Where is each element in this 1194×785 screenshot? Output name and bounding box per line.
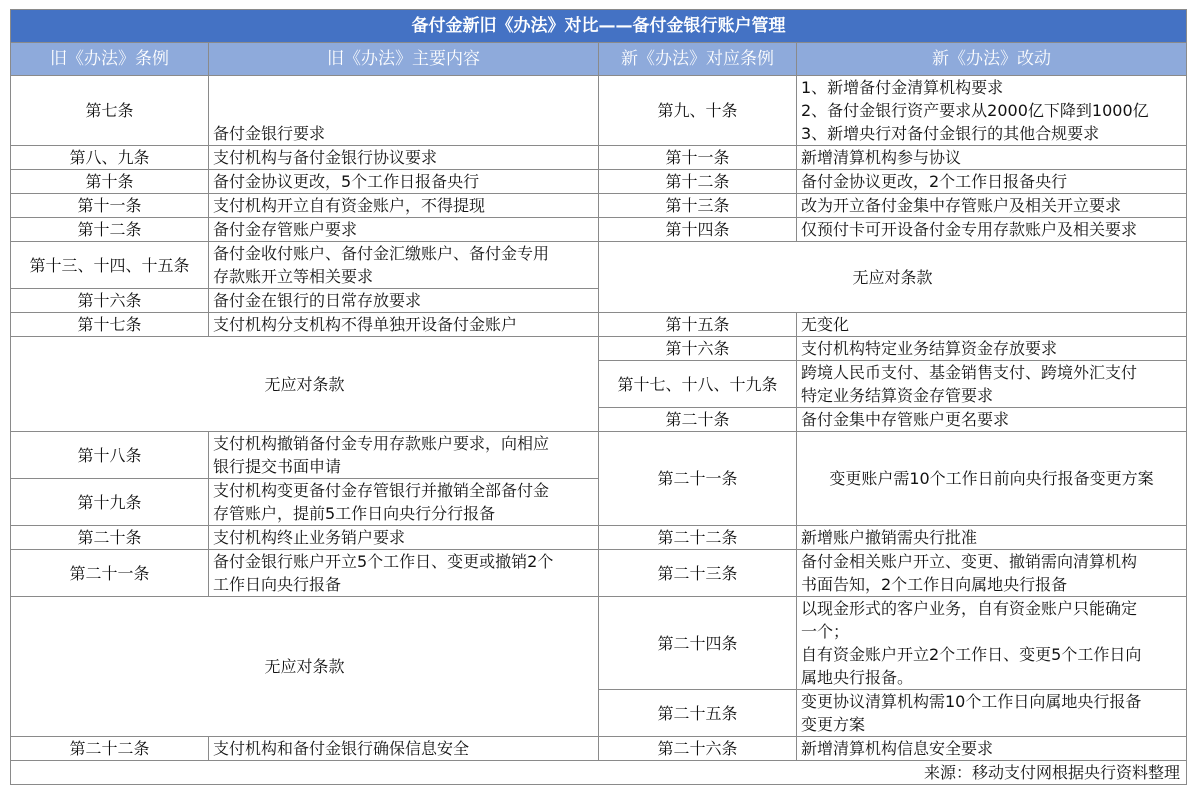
new-article: 第二十三条 xyxy=(599,550,797,597)
header-old-article: 旧《办法》条例 xyxy=(11,43,209,76)
new-article: 第十二条 xyxy=(599,170,797,194)
old-content xyxy=(209,242,599,289)
old-content: 备付金存管账户要求 xyxy=(209,218,599,242)
new-change: 备付金协议更改，2个工作日报备央行 xyxy=(797,170,1187,194)
old-article: 第二十一条 xyxy=(11,550,209,597)
old-content: 支付机构与备付金银行协议要求 xyxy=(209,146,599,170)
old-content-line: 备付金收付账户、备付金汇缴账户、备付金专用 xyxy=(213,244,550,263)
old-content-line: 支付机构变更备付金存管银行并撤销全部备付金 xyxy=(213,481,550,500)
new-article: 第二十四条 xyxy=(599,597,797,690)
old-article: 第十六条 xyxy=(11,289,209,313)
old-content-line: 备付金银行账户开立5个工作日、变更或撤销2个 xyxy=(213,552,554,571)
old-content: 支付机构开立自有资金账户，不得提现 xyxy=(209,194,599,218)
new-change-line: 自有资金账户开立2个工作日、变更5个工作日向 xyxy=(801,645,1142,664)
new-change-line: 书面告知，2个工作日向属地央行报备 xyxy=(801,575,1068,594)
old-content xyxy=(209,550,599,597)
comparison-table xyxy=(10,9,1187,785)
old-content: 备付金银行要求 xyxy=(209,76,599,146)
old-content-line: 支付机构撤销备付金专用存款账户要求，向相应 xyxy=(213,434,550,453)
new-article: 第二十五条 xyxy=(599,690,797,737)
new-article: 第十六条 xyxy=(599,337,797,361)
new-change xyxy=(797,690,1187,737)
new-change: 支付机构特定业务结算资金存放要求 xyxy=(797,337,1187,361)
new-change-line: 3、新增央行对备付金银行的其他合规要求 xyxy=(801,124,1100,143)
old-article: 第十七条 xyxy=(11,313,209,337)
old-content-line: 工作日向央行报备 xyxy=(213,575,342,594)
new-change-line: 特定业务结算资金存管要求 xyxy=(801,386,994,405)
old-article: 第十九条 xyxy=(11,479,209,526)
old-content: 备付金在银行的日常存放要求 xyxy=(209,289,599,313)
comparison-table-wrap xyxy=(10,9,1186,785)
new-change-line: 备付金相关账户开立、变更、撤销需向清算机构 xyxy=(801,552,1138,571)
old-article: 第十三、十四、十五条 xyxy=(11,242,209,289)
new-change xyxy=(797,76,1187,146)
new-change-line: 变更方案 xyxy=(801,715,866,734)
new-article: 第十七、十八、十九条 xyxy=(599,361,797,408)
new-change-line: 1、新增备付金清算机构要求 xyxy=(801,78,1004,97)
old-content: 支付机构终止业务销户要求 xyxy=(209,526,599,550)
new-article: 第二十条 xyxy=(599,408,797,432)
new-change xyxy=(797,550,1187,597)
old-article: 第二十二条 xyxy=(11,737,209,761)
no-corresponding-clause: 无应对条款 xyxy=(599,242,1187,313)
old-content: 支付机构分支机构不得单独开设备付金账户 xyxy=(209,313,599,337)
new-change-line: 2、备付金银行资产要求从2000亿下降到1000亿 xyxy=(801,101,1149,120)
new-change: 无变化 xyxy=(797,313,1187,337)
source-note: 来源：移动支付网根据央行资料整理 xyxy=(11,761,1187,785)
new-article: 第二十六条 xyxy=(599,737,797,761)
old-article: 第十二条 xyxy=(11,218,209,242)
new-change xyxy=(797,361,1187,408)
new-article: 第二十二条 xyxy=(599,526,797,550)
header-new-article: 新《办法》对应条例 xyxy=(599,43,797,76)
new-article: 第十五条 xyxy=(599,313,797,337)
new-article: 第十三条 xyxy=(599,194,797,218)
old-content xyxy=(209,479,599,526)
old-content xyxy=(209,432,599,479)
new-change: 新增清算机构信息安全要求 xyxy=(797,737,1187,761)
new-change: 变更账户需10个工作日前向央行报备变更方案 xyxy=(797,432,1187,526)
old-article: 第十条 xyxy=(11,170,209,194)
new-change-line: 一个； xyxy=(801,622,850,641)
no-corresponding-clause: 无应对条款 xyxy=(11,597,599,737)
old-content-line: 存款账开立等相关要求 xyxy=(213,267,374,286)
table-title: 备付金新旧《办法》对比——备付金银行账户管理 xyxy=(11,10,1187,43)
new-article: 第十一条 xyxy=(599,146,797,170)
new-change: 新增账户撤销需央行批准 xyxy=(797,526,1187,550)
old-article: 第二十条 xyxy=(11,526,209,550)
old-content: 备付金协议更改，5个工作日报备央行 xyxy=(209,170,599,194)
new-article: 第九、十条 xyxy=(599,76,797,146)
header-new-change: 新《办法》改动 xyxy=(797,43,1187,76)
old-content: 支付机构和备付金银行确保信息安全 xyxy=(209,737,599,761)
new-change: 改为开立备付金集中存管账户及相关开立要求 xyxy=(797,194,1187,218)
new-change xyxy=(797,597,1187,690)
old-article: 第十一条 xyxy=(11,194,209,218)
new-article: 第十四条 xyxy=(599,218,797,242)
old-article: 第八、九条 xyxy=(11,146,209,170)
new-change-line: 以现金形式的客户业务，自有资金账户只能确定 xyxy=(801,599,1138,618)
new-article: 第二十一条 xyxy=(599,432,797,526)
new-change-line: 属地央行报备。 xyxy=(801,668,914,687)
new-change-line: 变更协议清算机构需10个工作日向属地央行报备 xyxy=(801,692,1142,711)
new-change: 备付金集中存管账户更名要求 xyxy=(797,408,1187,432)
new-change: 新增清算机构参与协议 xyxy=(797,146,1187,170)
old-content-line: 存管账户，提前5工作日向央行分行报备 xyxy=(213,504,496,523)
old-article: 第十八条 xyxy=(11,432,209,479)
new-change-line: 跨境人民币支付、基金销售支付、跨境外汇支付 xyxy=(801,363,1138,382)
header-old-content: 旧《办法》主要内容 xyxy=(209,43,599,76)
new-change: 仅预付卡可开设备付金专用存款账户及相关要求 xyxy=(797,218,1187,242)
old-content-line: 银行提交书面申请 xyxy=(213,457,342,476)
old-article: 第七条 xyxy=(11,76,209,146)
no-corresponding-clause: 无应对条款 xyxy=(11,337,599,432)
